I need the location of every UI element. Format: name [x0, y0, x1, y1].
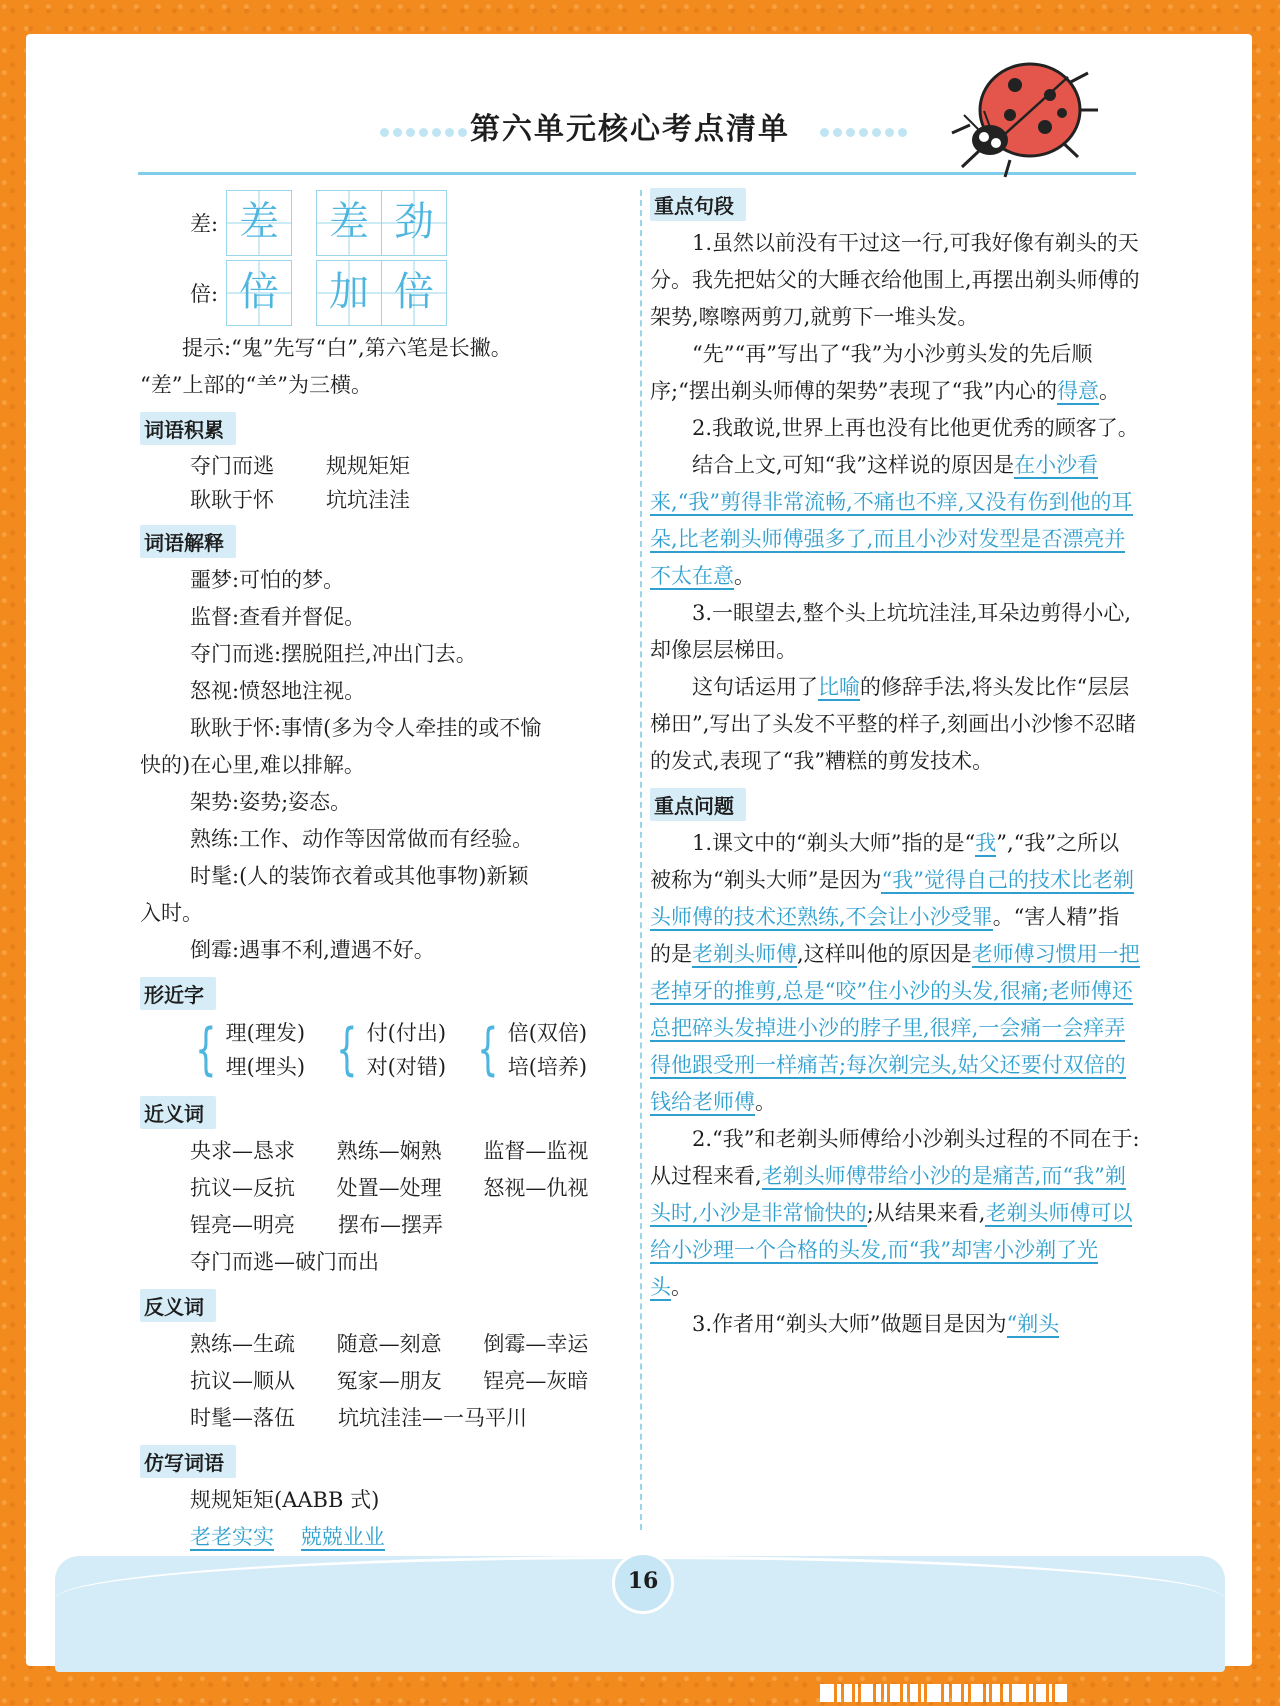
key-note-3: 这句话运用了比喻的修辞手法,将头发比作“层层梯田”,写出了头发不平整的样子,刻画出小沙惨不忍睹的发式,表现了“我”糟糕的剪发技术。 [650, 675, 1137, 773]
section-title: 形近字 [140, 977, 216, 1010]
section-title: 重点句段 [650, 188, 746, 221]
header-dots-right [820, 122, 911, 136]
tip-text: “差”上部的“⺷”为三横。 [140, 373, 372, 397]
synonym-row: 抗议—反抗 处置—处理 怒视—仇视 [190, 1176, 589, 1200]
key-note-1: “先”“再”写出了“我”为小沙剪头发的先后顺序;“摆出剃头师傅的架势”表现了“我”内心的得意。 [650, 342, 1121, 403]
tip-text: 提示:“鬼”先写“白”,第六笔是长撇。 [182, 336, 512, 360]
char-grid: 倍 [226, 260, 292, 326]
explain-line: 入时。 [140, 901, 203, 925]
char-grid: 倍 [382, 260, 447, 326]
explain-line: 夺门而逃:摆脱阻拦,冲出门去。 [190, 642, 477, 666]
imitate-pattern: 规规矩矩(AABB 式) [190, 1488, 380, 1512]
explain-line: 架势:姿势;姿态。 [190, 790, 352, 814]
word-row: 夺门而逃 规规矩矩 [190, 454, 410, 478]
antonym-row: 熟练—生疏 随意—刻意 倒霉—幸运 [190, 1332, 589, 1356]
section-title: 词语积累 [140, 412, 236, 445]
key-sentence-2: 2.我敢说,世界上再也没有比他更优秀的顾客了。 [692, 416, 1139, 440]
page-number: 16 [612, 1552, 674, 1614]
key-note-2: 结合上文,可知“我”这样说的原因是在小沙看来,“我”剪得非常流畅,不痛也不痒,又没有伤到他的耳朵,比老剃头师傅强多了,而且小沙对发型是否漂亮并不太在意。 [650, 453, 1133, 588]
column-divider [640, 190, 642, 1530]
synonym-row: 夺门而逃—破门而出 [190, 1250, 379, 1274]
explain-line: 快的)在心里,难以排解。 [140, 753, 365, 777]
char-row-cha: 差: 差 差 劲 [190, 188, 630, 258]
section-title: 重点问题 [650, 788, 746, 821]
right-column [650, 188, 1140, 1343]
word-row: 耿耿于怀 坑坑洼洼 [190, 488, 410, 512]
explain-line: 耿耿于怀:事情(多为令人牵挂的或不愉 [190, 716, 542, 740]
key-sentence-1: 1.虽然以前没有干过这一行,可我好像有剃头的天分。我先把姑父的大睡衣给他围上,再摆出剃头师傅的架势,嚓嚓两剪刀,就剪下一堆头发。 [650, 231, 1140, 329]
char-row-bei: 倍: 倍 加 倍 [190, 258, 630, 328]
explain-line: 熟练:工作、动作等因常做而有经验。 [190, 827, 534, 851]
explain-line: 怒视:愤怒地注视。 [190, 679, 366, 703]
question-3: 3.作者用“剃头大师”做题目是因为“剃头 [692, 1312, 1060, 1336]
section-title: 近义词 [140, 1096, 216, 1129]
explain-line: 时髦:(人的装饰衣着或其他事物)新颖 [190, 864, 529, 888]
section-title: 反义词 [140, 1289, 216, 1322]
question-2: 2.“我”和老剃头师傅给小沙剃头过程的不同在于:从过程来看,老剃头师傅带给小沙的是痛苦,而“我”剃头时,小沙是非常愉快的;从结果来看,老剃头师傅可以给小沙理一个合格的头发,而“我”却害小沙剃了光头。 [650, 1127, 1140, 1299]
section-title: 词语解释 [140, 525, 236, 558]
antonym-row: 时髦—落伍 坑坑洼洼—一马平川 [190, 1406, 527, 1430]
header-dots-left [380, 122, 471, 136]
char-grid: 差 [226, 190, 292, 256]
char-grid: 劲 [382, 190, 447, 256]
question-1: 1.课文中的“剃头大师”指的是“我”,“我”之所以被称为“剃头大师”是因为“我”觉得自己的技术比老剃头师傅的技术还熟练,不会让小沙受罪。“害人精”指的是老剃头师傅,这样叫他的原因是老师傅习惯用一把老掉牙的推剪,总是“咬”住小沙的头发,很痛;老师傅还总把碎头发掉进小沙的脖子里,很痒,一会痛一会痒弄得他跟受刑一样痛苦;每次剃完头,姑父还要付双倍的钱给老师傅。 [650, 831, 1140, 1114]
ladybug-icon [950, 55, 1100, 180]
synonym-row: 锃亮—明亮 摆布—摆弄 [190, 1213, 443, 1237]
left-column [140, 188, 630, 1630]
watermark-bar [820, 1684, 1230, 1704]
antonym-row: 抗议—顺从 冤家—朋友 锃亮—灰暗 [190, 1369, 589, 1393]
imitate-answers: 老老实实 兢兢业业 [190, 1525, 385, 1549]
explain-line: 噩梦:可怕的梦。 [190, 568, 345, 592]
similar-chars: { 理(理发) 埋(埋头) { 付(付出) 对(对错) { 倍(双倍) 培(培养) [195, 1017, 588, 1082]
page-title: 第六单元核心考点清单 [470, 112, 790, 147]
char-grid: 差 [316, 190, 382, 256]
char-grid: 加 [316, 260, 382, 326]
explain-line: 倒霉:遇事不利,遭遇不好。 [190, 938, 435, 962]
explain-line: 监督:查看并督促。 [190, 605, 366, 629]
synonym-row: 央求—恳求 熟练—娴熟 监督—监视 [190, 1139, 589, 1163]
section-title: 仿写词语 [140, 1445, 236, 1478]
key-sentence-3: 3.一眼望去,整个头上坑坑洼洼,耳朵边剪得小心,却像层层梯田。 [650, 601, 1132, 662]
